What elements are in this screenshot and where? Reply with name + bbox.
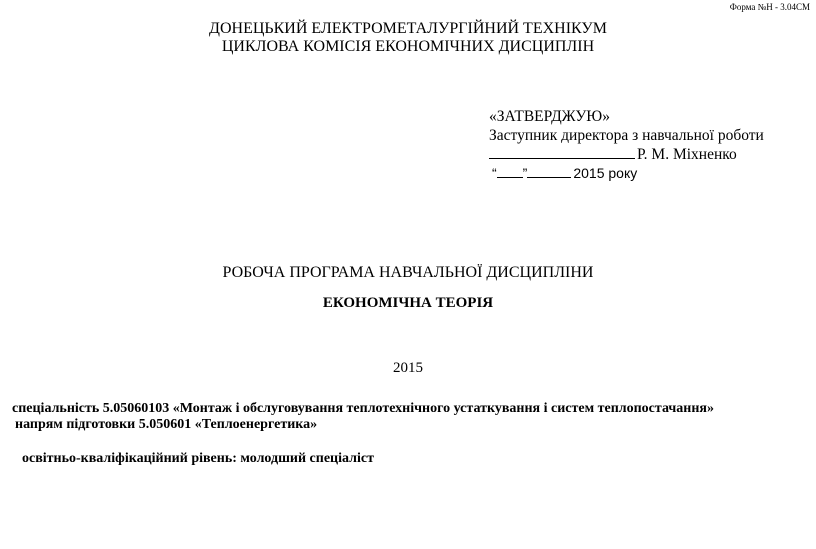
document-year: 2015 (393, 360, 423, 376)
discipline-title: ЕКОНОМІЧНА ТЕОРІЯ (322, 295, 494, 311)
approval-position: Заступник директора з навчальної роботи (489, 127, 764, 144)
month-blank (527, 165, 571, 178)
approval-year: 2015 року (573, 165, 638, 181)
program-title: РОБОЧА ПРОГРАМА НАВЧАЛЬНОЇ ДИСЦИПЛІНИ (222, 264, 594, 281)
approval-stamp: «ЗАТВЕРДЖУЮ» (489, 108, 610, 125)
day-blank (497, 165, 523, 178)
specialty-line: спеціальність 5.05060103 «Монтаж і обслуговування теплотехнічного устаткування і систем теплопостачання» (12, 401, 714, 416)
form-code: Форма №Н - 3.04СМ (729, 2, 810, 12)
approval-signature-line (489, 145, 737, 164)
signature-blank (489, 145, 635, 159)
institution-name: ДОНЕЦЬКИЙ ЕЛЕКТРОМЕТАЛУРГІЙНИЙ ТЕХНІКУМ (209, 20, 607, 37)
commission-name: ЦИКЛОВА КОМІСІЯ ЕКОНОМІЧНИХ ДИСЦИПЛІН (221, 38, 595, 55)
direction-line: напрям підготовки 5.050601 «Теплоенергетика» (15, 417, 318, 432)
close-quote: ” (522, 165, 528, 181)
approver-name: Р. М. Міхненко (637, 146, 737, 163)
qualification-level-line: освітньо-кваліфікаційний рівень: молодший спеціаліст (22, 451, 374, 466)
approval-date-line (492, 165, 637, 181)
open-quote: “ (492, 165, 497, 181)
